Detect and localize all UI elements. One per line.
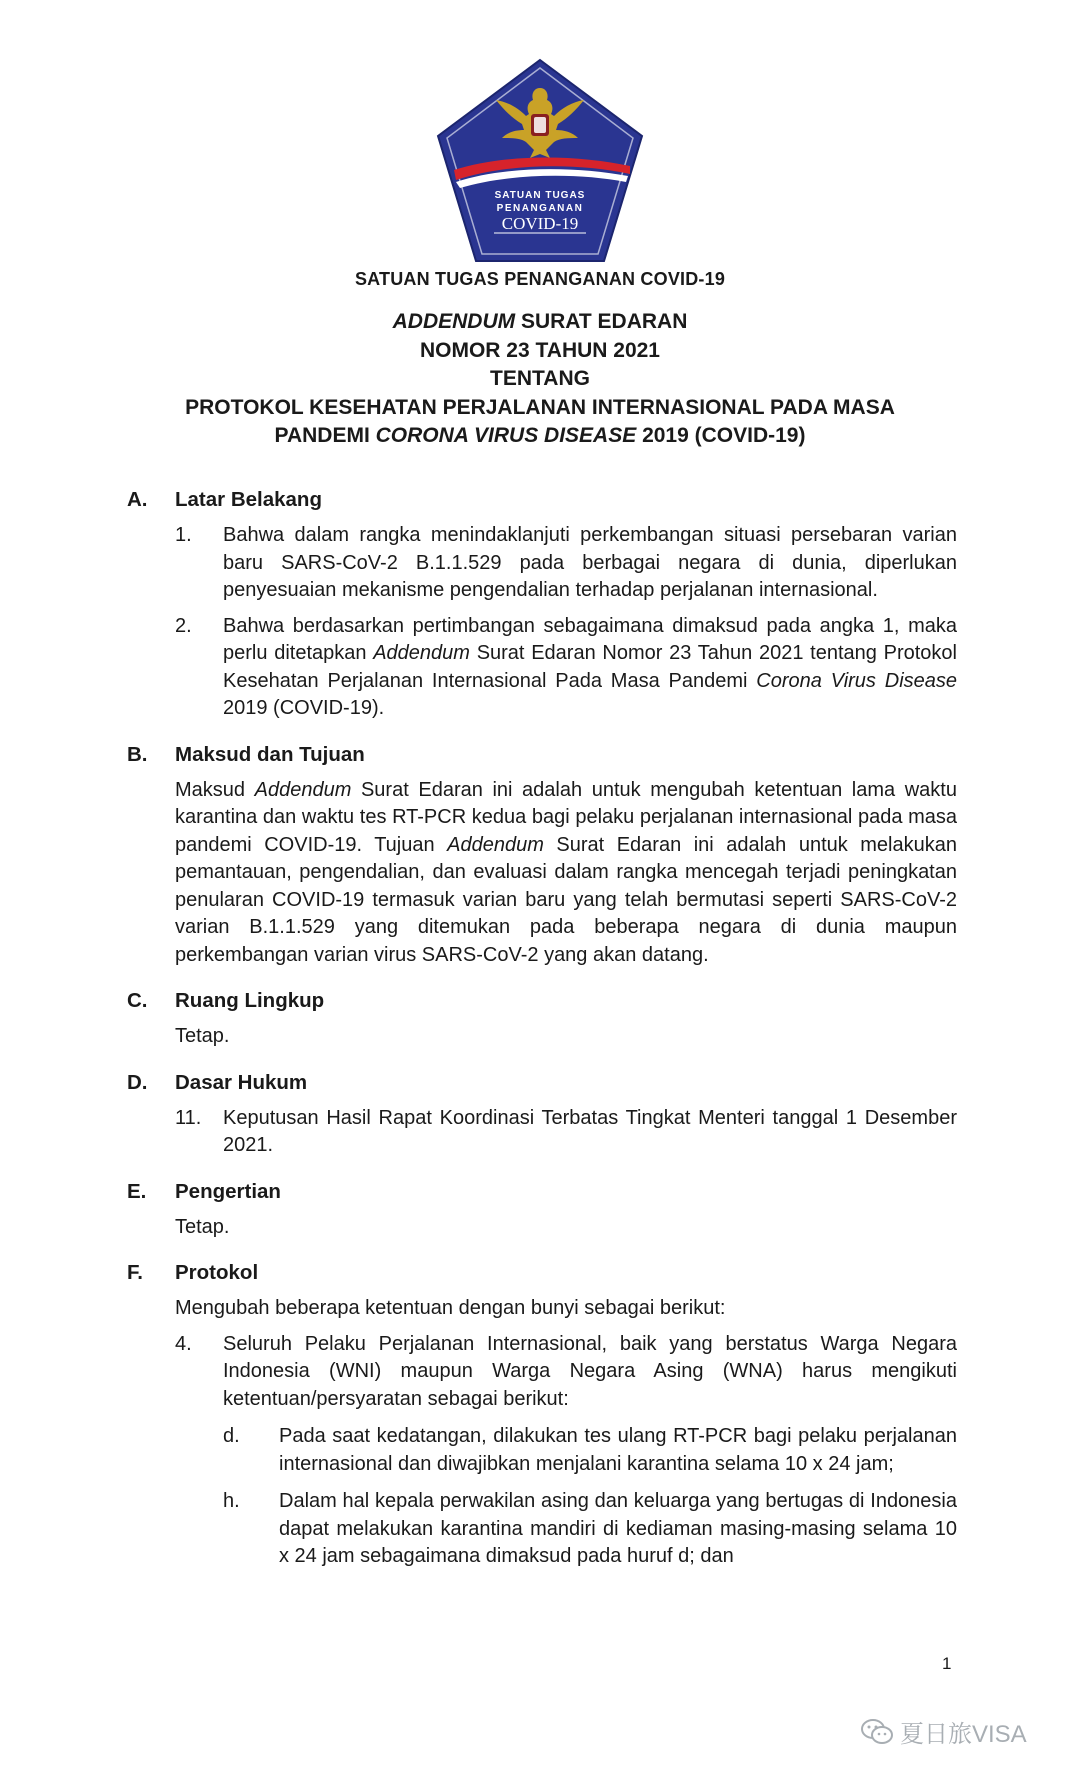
watermark-text: 夏日旅VISA: [900, 1721, 1027, 1748]
subject-line-2: PANDEMI CORONA VIRUS DISEASE 2019 (COVID-19): [274, 424, 806, 447]
logo-line3: COVID-19: [501, 214, 579, 233]
paragraph: Mengubah beberapa ketentuan dengan bunyi sebagai berikut:: [175, 1297, 726, 1319]
logo-pentagon: [434, 58, 646, 263]
section-heading-d: D. Dasar Hukum: [127, 1070, 308, 1094]
list-item: 2. Bahwa berdasarkan pertimbangan sebagaimana dimaksud pada angka 1, maka perlu ditetapkan Addendum Surat Edaran Nomor 23 Tahun 2021 tentang Protokol Kesehatan Perjalanan Internasional Pada Masa Pandemi Corona Virus Disease 2019 (COVID-19).: [175, 614, 958, 719]
subject-line-1: PROTOKOL KESEHATAN PERJALANAN INTERNASIONAL PADA MASA: [185, 395, 895, 419]
wechat-icon: [860, 1718, 894, 1746]
document-body: [127, 486, 957, 1571]
logo-line2: PENANGANAN: [496, 203, 584, 214]
list-item: 1. Bahwa dalam rangka menindaklanjuti perkembangan situasi persebaran varian baru SARS-CoV-2 B.1.1.529 pada berbagai negara di dunia, diperlukan penyesuaian mekanisme pengendalian terhadap perjalanan internasional.: [175, 524, 957, 601]
document-number: NOMOR 23 TAHUN 2021: [419, 338, 660, 362]
section-heading-a: A. Latar Belakang: [127, 488, 322, 511]
title-line: ADDENDUM SURAT EDARAN: [392, 310, 688, 333]
title-about: TENTANG: [490, 367, 590, 390]
list-item: 4. Seluruh Pelaku Perjalanan Internasional, baik yang berstatus Warga Negara Indonesia (WNI) maupun Warga Negara Asing (WNA) harus mengikuti ketentuan/persyaratan sebagai berikut:: [175, 1332, 957, 1410]
watermark: [860, 1714, 1027, 1749]
sub-item: d. Pada saat kedatangan, dilakukan tes ulang RT-PCR bagi pelaku perjalanan internasional dan diwajibkan menjalani karantina selama 10 x 24 jam;: [223, 1425, 957, 1475]
organization-name: SATUAN TUGAS PENANGANAN COVID-19: [354, 269, 726, 289]
section-heading-f: F. Protokol: [127, 1261, 259, 1284]
section-heading-e: E. Pengertian: [127, 1179, 281, 1203]
paragraph: Tetap.: [175, 1025, 230, 1047]
list-item: 11. Keputusan Hasil Rapat Koordinasi Terbatas Tingkat Menteri tanggal 1 Desember 2021.: [175, 1106, 957, 1156]
sub-item: h. Dalam hal kepala perwakilan asing dan keluarga yang bertugas di Indonesia dapat melakukan karantina mandiri di kediaman masing-masing selama 10 x 24 jam sebagaimana dimaksud pada huruf d; dan: [223, 1490, 957, 1567]
document-title: [0, 308, 1080, 451]
page-number: 1: [942, 1654, 952, 1673]
section-heading-c: C. Ruang Lingkup: [127, 989, 325, 1012]
section-heading-b: B. Maksud dan Tujuan: [127, 742, 365, 766]
task-force-logo: [434, 58, 646, 263]
logo-line1: SATUAN TUGAS: [494, 190, 586, 201]
paragraph: Tetap.: [175, 1215, 230, 1238]
paragraph: Maksud Addendum Surat Edaran ini adalah untuk mengubah ketentuan lama waktu karantina dan waktu tes RT-PCR kedua bagi pelaku perjalanan internasional pada masa pandemi COVID-19. Tujuan Addendum Surat Edaran ini adalah untuk melakukan pemantauan, pengendalian, dan evaluasi dalam rangka mencegah terjadi peningkatan penularan COVID-19 termasuk varian baru yang telah bermutasi seperti SARS-CoV-2 varian B.1.1.529 yang ditemukan pada beberapa negara di dunia maupun perkembangan varian virus SARS-CoV-2 yang akan datang.: [175, 778, 957, 966]
